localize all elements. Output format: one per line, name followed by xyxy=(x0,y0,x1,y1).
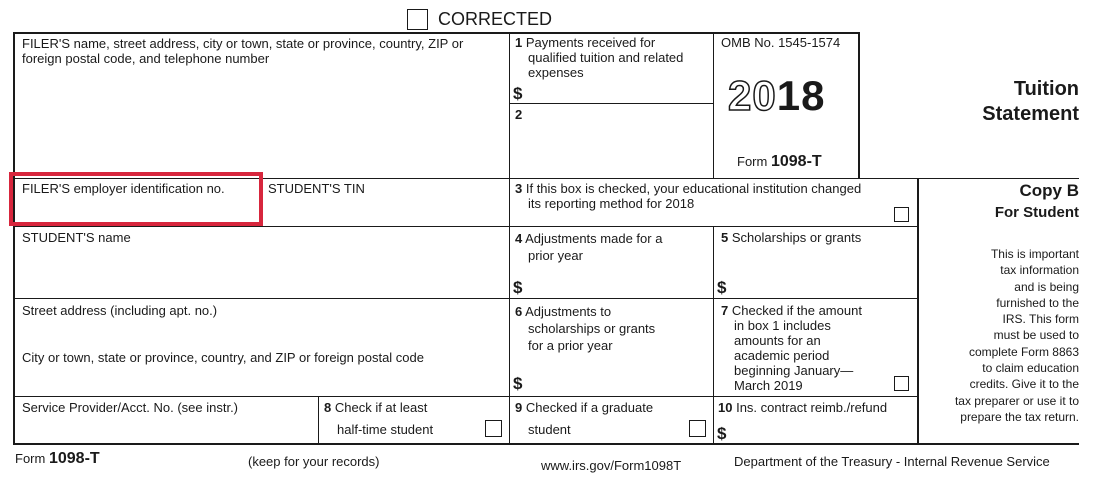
city-label: City or town, state or province, country, and ZIP or foreign postal code xyxy=(22,350,424,365)
col-line-713 xyxy=(713,32,714,178)
row-line-396 xyxy=(13,396,918,397)
service-provider-label: Service Provider/Acct. No. (see instr.) xyxy=(22,400,239,415)
row-line-298 xyxy=(13,298,918,299)
filer-ein-highlight xyxy=(9,172,263,226)
box7-checkbox[interactable] xyxy=(894,376,909,391)
box10-label: 10 Ins. contract reimb./refund xyxy=(718,400,888,415)
form-border-left xyxy=(13,32,15,444)
box4-label: 4 Adjustments made for a prior year xyxy=(515,231,663,263)
corrected-label: CORRECTED xyxy=(438,9,553,29)
omb-number: OMB No. 1545-1574 xyxy=(721,35,841,50)
form-border-right-top xyxy=(858,32,860,178)
col-line-510 xyxy=(509,32,510,444)
box4-dollar: $ xyxy=(513,278,523,297)
box5-label: 5 Scholarships or grants xyxy=(721,230,862,245)
filer-ein-label: FILER'S employer identification no. xyxy=(22,181,225,196)
form-title: Tuition Statement xyxy=(982,78,1079,125)
notice-text: This is important tax information and is being furnished to the IRS. This form must be used to complete Form 8863 to claim education credits. Give it to the tax preparer or use it to prepare the tax return. xyxy=(954,247,1079,424)
box1-label: 1 Payments received for qualified tuition and related expenses xyxy=(515,35,684,80)
box8-label: 8 Check if at least xyxy=(324,400,428,415)
footer-department: Department of the Treasury - Internal Revenue Service xyxy=(734,454,1050,469)
footer-url: www.irs.gov/Form1098T xyxy=(541,458,682,473)
form-id-top: Form 1098-T xyxy=(737,153,822,170)
form-border-bottom xyxy=(13,443,1079,445)
row-line-box1-box2 xyxy=(510,103,713,104)
box9-label: 9 Checked if a graduate xyxy=(515,400,654,415)
box8-checkbox[interactable] xyxy=(485,420,502,437)
student-tin-label: STUDENT'S TIN xyxy=(268,181,365,196)
box6-dollar: $ xyxy=(513,374,523,393)
box1-dollar: $ xyxy=(513,84,523,103)
copy-b-heading: Copy B xyxy=(1019,181,1079,200)
col-line-318 xyxy=(318,396,319,444)
tax-year: 2018 xyxy=(728,72,826,119)
student-name-label: STUDENT'S name xyxy=(22,230,131,245)
box3-checkbox[interactable] xyxy=(894,207,909,222)
filer-info-label: FILER'S name, street address, city or town, state or province, country, ZIP or foreign postal code, and telephone number xyxy=(22,36,464,66)
box9-line2: student xyxy=(528,422,571,437)
box3-label: 3 If this box is checked, your educational institution changed its reporting method for 2018 xyxy=(515,181,862,211)
box10-dollar: $ xyxy=(717,424,727,443)
form-border-top xyxy=(13,32,859,34)
footer-form-id: Form 1098-T xyxy=(15,450,100,467)
street-address-label: Street address (including apt. no.) xyxy=(22,303,218,318)
col-line-713-lower xyxy=(713,226,714,444)
footer-keep-records: (keep for your records) xyxy=(248,454,380,469)
box2-label: 2 xyxy=(515,107,523,122)
box6-label: 6 Adjustments to scholarships or grants for a prior year xyxy=(515,304,656,353)
box7-label: 7 Checked if the amount in box 1 includes amounts for an academic period beginning January— March 2019 xyxy=(721,303,862,393)
corrected-checkbox[interactable] xyxy=(407,9,428,30)
box9-checkbox[interactable] xyxy=(689,420,706,437)
for-student-heading: For Student xyxy=(994,204,1079,221)
box8-line2: half-time student xyxy=(337,422,434,437)
form-border-right-lower xyxy=(917,178,919,444)
row-line-226 xyxy=(13,226,918,227)
box5-dollar: $ xyxy=(717,278,727,297)
